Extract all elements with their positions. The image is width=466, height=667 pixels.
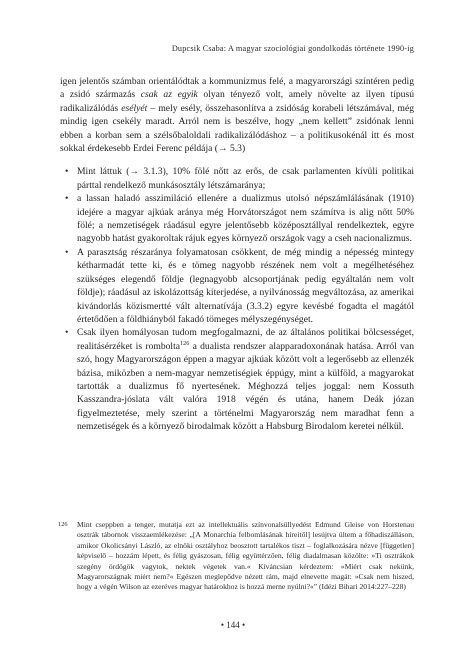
bullet-list (60, 165, 414, 433)
running-header: Dupcsik Csaba: A magyar szociológiai gondolkodás története 1990-ig (171, 44, 414, 53)
intro-text-part3: – mely esély, összehasonlítva a zsidóság korabeli létszámával, még mindig igen csekély maradt. Arról nem is beszélve, hogy „nem kellett” zsidónak lenni ebben a korban sem a szélsőbaloldali radikalizálódáshoz – a politikusokénál itt és most sokkal érdekesebb Erdei Ferenc példája (→ 5.3) (60, 102, 415, 155)
intro-italic-2: esélyét (121, 102, 148, 114)
bullet-item (60, 192, 414, 246)
bullet-symbol: • (65, 246, 69, 258)
footnote-text: Mint cseppben a tenger, mutatja ezt az intellektuális színvonalsüllyedést Edmund Gleise von Horstenau osztrák tábornok visszaemlékezése: „[A Monarchia felbomlásának híreitől] lesújtva ültem a főhadiszálláson, amikor Okolicsányi László, az elnöki osztályhoz beosztott tartalékos tiszt – foglalkozására nézve [független] képviselő – hozzám lépett, és félig gyászosan, félig együttérzően, félig diadalmasan közölte: »Ti osztrákok szegény ördögök vagytok, nektek végetek van.« Kíváncsian kérdeztem: »Miért csak nekünk, Magyarországnak miért nem?« Egészen meglepődve nézett rám, majd elnevette magát: »Csak nem hiszed, hogy a végén Wilson az ezeréves magyar határokhoz is hozzá merne nyúlni?«” (Idézi Bihari 2014:227–228) (77, 520, 414, 592)
footnote-reference[interactable]: 126 (180, 339, 190, 347)
bullet-item (60, 246, 414, 326)
bullet-symbol: • (65, 166, 69, 178)
bullet-symbol: • (65, 327, 69, 339)
intro-italic-1: csak az egyik (140, 89, 198, 101)
intro-paragraph (60, 75, 414, 155)
bullet-symbol: • (65, 193, 69, 205)
bullet-item (60, 326, 414, 433)
footnote (60, 520, 414, 593)
bullet-text: a lassan haladó asszimiláció ellenére a dualizmus utolsó népszámlálásának (1910) idejére a magyar ajkúak aránya még Horvátországot nem számítva is alig nőtt 50% fölé; a nemzetiségek ráadásul egyre jelentősebb középosztállyal rendelkeztek, egyre nagyobb hatást gyakoroltak rájuk egyes környező országok vagy a cseh nacionalizmus. (77, 193, 414, 245)
bullet-text: A parasztság részaránya folyamatosan csökkent, de még mindig a népesség mintegy kétharmadát tette ki, és e tömeg nagyobb részének nem volt a megélhetéséhez szükséges elegendő földje (legnagyobb alcsoportjának pedig egyáltalán nem volt földje); ráadásul az iskolázottság kiterjedése, a nyilvánosság megváltozása, az amerikai kivándorlás közismertté vált alternatívája (3.3.2) egyre kevésbé fogadta el magától értetődően a földhiányból fakadó tömeges mélyszegénységet. (77, 246, 414, 325)
footnote-number: 126 (58, 521, 68, 528)
page-number: • 144 • (220, 620, 246, 630)
intro-text-part1: igen jelentős számban orientálódtak a kommunizmus felé, a magyarországi színtéren pedig a zsidó származás (60, 76, 414, 101)
intro-text-part2: olyan tényező volt, amely növelte az ilyen típusú radikalizálódás (60, 89, 414, 114)
bullet-text: Mint láttuk (→ 3.1.3), 10% fölé nőtt az erős, de csak parlamenten kívüli politikai párttal rendelkező munkásosztály létszámaránya; (77, 166, 414, 191)
bullet-text-after: a dualista rendszer alapparadoxonának hatása. Arról van szó, hogy Magyarországon éppen a magyar ajkúak között volt a legerősebb az ellenzék bázisa, miközben a nem-magyar nemzetiségiek éppúgy, mint a külföld, a magyarokat tartották a dualizmus fő nyertesének. Méghozzá teljes joggal: nem Kossuth Kasszandra-jóslata vált valóra 1918 végén és utána, hanem Deák józan figyelmeztetése, mely szerint a történelmi Magyarország nem maradhat fenn a nemzetiségek és a környező birodalmak között a Habsburg Birodalom keretei nélkül. (77, 340, 414, 433)
bullet-item (60, 165, 414, 192)
main-text (60, 75, 414, 434)
bullet-text-before: Csak ilyen homályosan tudom megfogalmazni, de az általános politikai bölcsességet, realitásérzéket is rombolta (77, 327, 414, 352)
